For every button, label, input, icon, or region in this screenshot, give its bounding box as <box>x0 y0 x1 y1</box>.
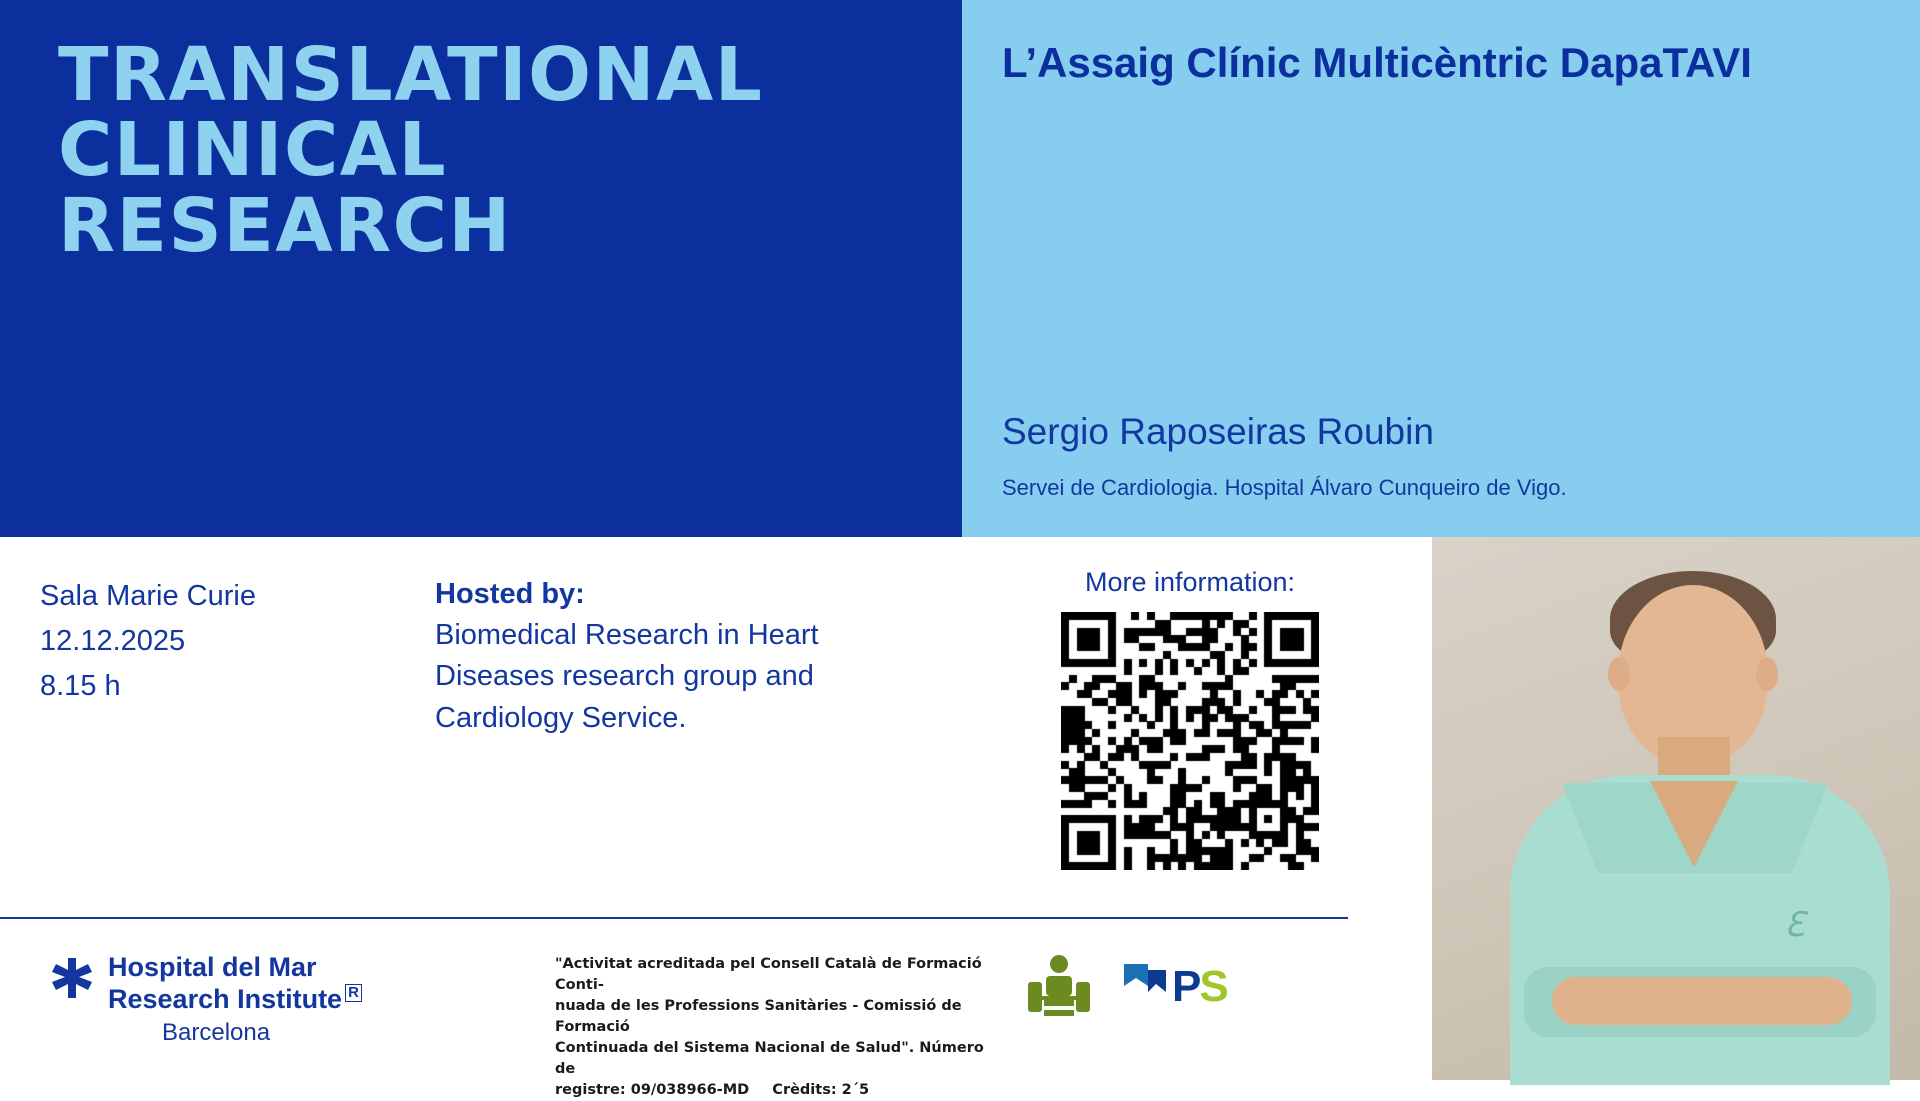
hospital-del-mar-text <box>108 952 362 1048</box>
accreditation-line1: "Activitat acreditada pel Consell Català de Formació Conti- <box>555 956 982 994</box>
talk-title: L’Assaig Clínic Multicèntric DapaTAVI <box>1002 39 1752 86</box>
accreditation-text <box>555 954 1005 1101</box>
hosted-by-value: Biomedical Research in Heart Diseases research group and Cardiology Service. <box>435 619 819 734</box>
qr-code[interactable] <box>1061 612 1319 870</box>
registered-mark: R <box>345 984 362 1002</box>
photo-ear-left <box>1608 657 1630 691</box>
brand-title <box>58 32 764 269</box>
institute-line1: Hospital del Mar <box>108 952 317 982</box>
hospital-del-mar-logo <box>48 952 362 1048</box>
talk-panel <box>962 0 1920 537</box>
accreditation-line2: nuada de les Professions Sanitàries - Comissió de Formació <box>555 998 962 1036</box>
event-time: 8.15 h <box>40 669 121 702</box>
brand-title-line1: TRANSLATIONAL <box>58 32 764 118</box>
institute-line2: Research Institute <box>108 983 343 1014</box>
institute-city: Barcelona <box>162 1018 271 1046</box>
footer <box>0 930 1432 1099</box>
photo-ear-right <box>1756 657 1778 691</box>
ps-logo-s: S <box>1199 961 1227 1011</box>
footer-divider <box>0 917 1348 919</box>
accreditation-line3: Continuada del Sistema Nacional de Salud". Número de <box>555 1040 984 1078</box>
qr-code-canvas[interactable] <box>1061 612 1319 870</box>
qr-block <box>1040 567 1340 870</box>
event-venue: Sala Marie Curie <box>40 580 256 612</box>
brand-panel <box>0 0 962 537</box>
more-information-label: More information: <box>1084 567 1296 597</box>
accreditation-line4 <box>555 1080 1005 1101</box>
hosted-by-label: Hosted by: <box>435 578 585 610</box>
photo-forearms <box>1552 977 1852 1025</box>
speaker-photo <box>1432 537 1920 1080</box>
ps-logo <box>1122 960 1227 1013</box>
host-block <box>435 574 835 739</box>
cross-icon <box>48 956 96 1009</box>
speaker-block <box>1002 410 1882 503</box>
ccfcps-logo-icon <box>1020 952 1098 1024</box>
accreditation-registry: registre: 09/038966-MD <box>555 1082 750 1099</box>
speaker-affiliation: Servei de Cardiologia. Hospital Álvaro Cunqueiro de Vigo. <box>1002 475 1567 501</box>
ps-logo-p: P <box>1172 961 1200 1011</box>
accreditation-credits: Crèdits: 2´5 <box>772 1082 870 1099</box>
top-band <box>0 0 1920 537</box>
ps-flag-icon <box>1122 960 1172 1013</box>
event-details <box>40 574 256 709</box>
event-date: 12.12.2025 <box>40 624 186 657</box>
brand-title-line2: CLINICAL <box>58 107 448 194</box>
photo-pocket-logo: ℇ <box>1784 905 1805 945</box>
ps-logo-text <box>1172 962 1227 1012</box>
brand-title-line3: RESEARCH <box>58 182 512 269</box>
info-area <box>0 537 1432 917</box>
speaker-name: Sergio Raposeiras Roubin <box>1002 411 1434 453</box>
